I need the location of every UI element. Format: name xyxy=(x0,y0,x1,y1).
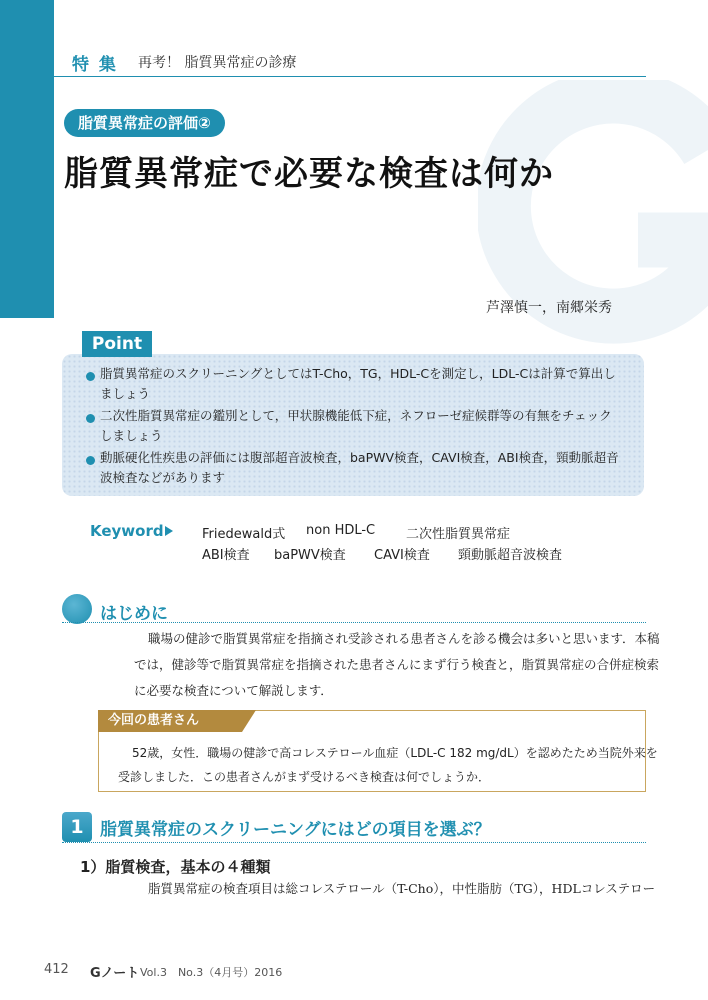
section-number-badge: 1 xyxy=(62,812,92,842)
triangle-right-icon xyxy=(165,526,173,536)
page-number: 412 xyxy=(44,962,69,977)
section-rule xyxy=(62,622,646,623)
section-rule xyxy=(62,842,646,843)
feature-title: 再考！ 脂質異常症の診療 xyxy=(138,55,297,71)
journal-issue: Vol.3 No.3（4月号）2016 xyxy=(140,966,283,979)
article-title: 脂質異常症で必要な検査は何か xyxy=(64,154,554,194)
point-item-1 xyxy=(100,364,630,404)
keyword: 頸動脈超音波検査 xyxy=(458,548,563,563)
keyword: non HDL-C xyxy=(306,523,376,538)
bullet-icon xyxy=(86,372,95,381)
patient-label: 今回の患者さん xyxy=(98,710,242,732)
keyword: 二次性脂質異常症 xyxy=(406,527,511,542)
patient-line: 受診しました．この患者さんがまず受けるべき検査は何でしょうか． xyxy=(118,770,491,784)
intro-line: に必要な検査について解説します． xyxy=(134,683,333,698)
point-label: Point xyxy=(82,331,152,357)
keyword: ABI検査 xyxy=(202,548,250,563)
keyword: baPWV検査 xyxy=(274,548,346,563)
bullet-icon xyxy=(86,414,95,423)
point-item-line: 動脈硬化性疾患の評価には腹部超音波検査，baPWV検査，CAVI検査，ABI検査，頸動脈超音 xyxy=(100,450,619,465)
intro-line: 職場の健診で脂質異常症を指摘され受診される患者さんを診る機会は多いと思います．本稿 xyxy=(148,631,660,646)
keyword-label: Keyword xyxy=(90,522,164,540)
section-circle-icon xyxy=(62,594,92,624)
bullet-icon xyxy=(86,456,95,465)
series-pill: 脂質異常症の評価② xyxy=(64,109,225,137)
feature-label: 特 集 xyxy=(72,55,118,75)
point-item-line: しましょう xyxy=(100,428,163,443)
authors: 芦澤慎一，南郷栄秀 xyxy=(486,300,612,316)
section1-text: 脂質異常症の検査項目は総コレステロール（T-Cho），中性脂肪（TG），HDLコレステロー xyxy=(148,881,656,896)
patient-label-tail xyxy=(242,710,256,732)
keyword: Friedewald式 xyxy=(202,527,286,542)
section1-subheading: 1）脂質検査，基本の４種類 xyxy=(80,858,271,876)
point-item-2 xyxy=(100,406,630,446)
point-item-3 xyxy=(100,448,630,488)
section1-heading: 脂質異常症のスクリーニングにはどの項目を選ぶ？ xyxy=(100,820,491,840)
point-item-line: 波検査などがあります xyxy=(100,470,226,485)
intro-heading: はじめに xyxy=(100,604,168,624)
journal-name: Gノート xyxy=(90,966,140,981)
header-rule xyxy=(54,76,646,77)
patient-line: 52歳，女性．職場の健診で高コレステロール血症（LDL-C 182 mg/dL）を認めたため当院外来を xyxy=(132,746,658,760)
keyword: CAVI検査 xyxy=(374,548,430,563)
point-item-line: 脂質異常症のスクリーニングとしてはT-Cho，TG，HDL-Cを測定し，LDL-Cは計算で算出し xyxy=(100,366,616,381)
side-color-block xyxy=(0,0,54,318)
point-item-line: ましょう xyxy=(100,386,151,401)
point-item-line: 二次性脂質異常症の鑑別として，甲状腺機能低下症，ネフローゼ症候群等の有無をチェック xyxy=(100,408,612,423)
intro-line: では，健診等で脂質異常症を指摘された患者さんにまず行う検査と，脂質異常症の合併症検索 xyxy=(134,657,660,672)
